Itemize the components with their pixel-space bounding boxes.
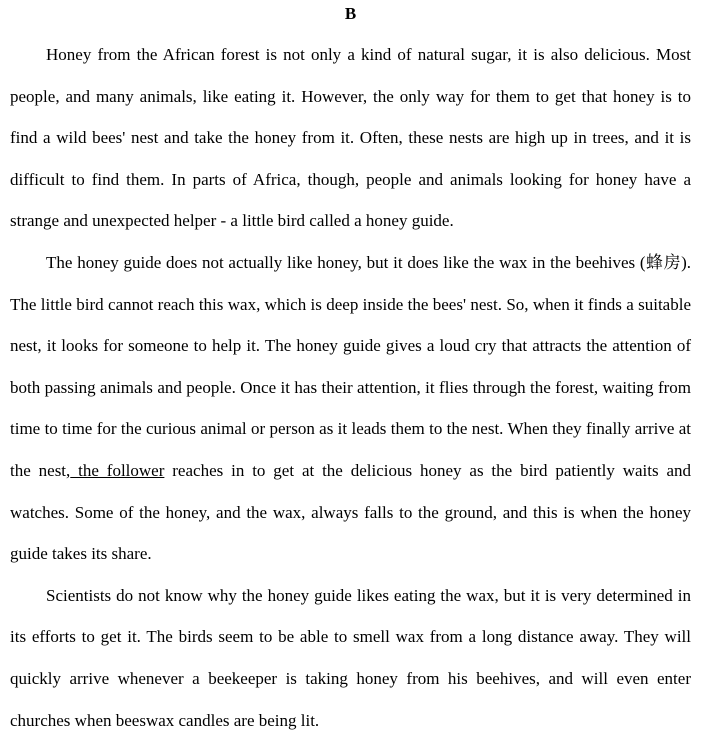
section-heading: B	[344, 4, 357, 23]
paragraph-2-text-before: The honey guide does not actually like honey, but it does like the wax in the beehives (蜂房). The little bird cannot reach this wax, which is deep inside the bees' nest. So, when it finds a suitable nest, it looks for someone to help it. The honey guide gives a loud cry that attracts the attention of both passing animals and people. Once it has their attention, it flies through the forest, waiting from time to time for the curious animal or person as it leads them to the nest. When they finally arrive at the nest,	[10, 252, 691, 480]
underlined-phrase: the follower	[70, 460, 165, 480]
paragraph-1: Honey from the African forest is not only a kind of natural sugar, it is also delicious. Most people, and many animals, like eating it. However, the only way for them to get that honey is to find a wild bees' nest and take the honey from it. Often, these nests are high up in trees, and it is difficult to find them. In parts of Africa, though, people and animals looking for honey have a strange and unexpected helper - a little bird called a honey guide.	[10, 45, 691, 231]
paragraph-2	[10, 242, 691, 575]
document-page	[0, 3, 710, 743]
paragraph-3: Scientists do not know why the honey guide likes eating the wax, but it is very determined in its efforts to get it. The birds seem to be able to smell wax from a long distance away. They will quickly arrive whenever a beekeeper is taking honey from his beehives, and will even enter churches when beeswax candles are being lit.	[10, 585, 691, 730]
paragraph-2-text-after: reaches in to get at the delicious honey as the bird patiently waits and watches. Some of the honey, and the wax, always falls to the ground, and this is when the honey guide takes its share.	[10, 460, 691, 564]
